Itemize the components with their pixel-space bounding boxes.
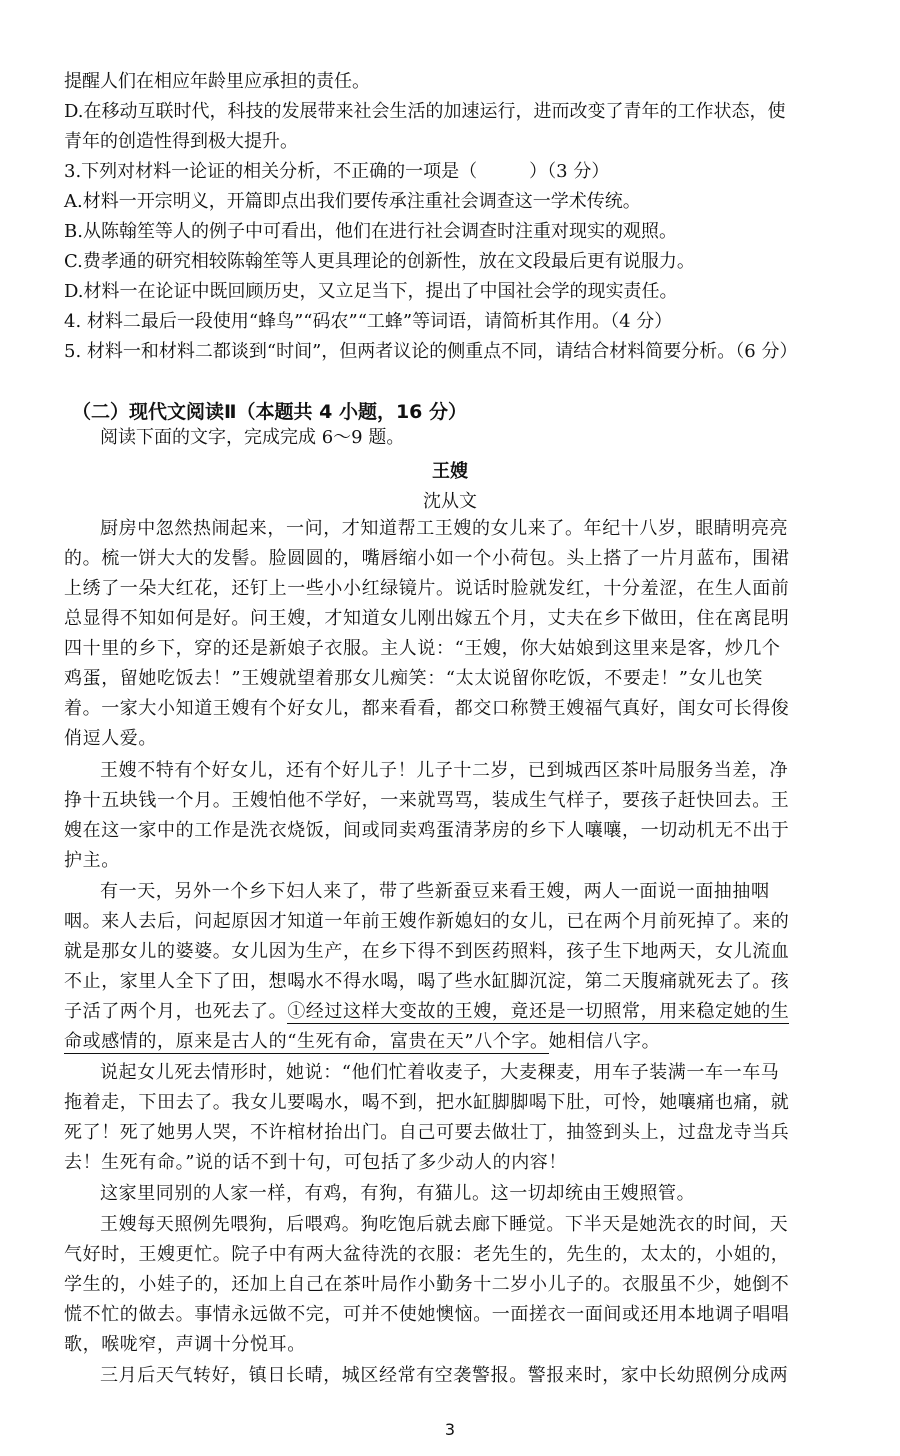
paragraph-line: 厨房中忽然热闹起来，一问，才知道帮工王嫂的女儿来了。年纪十八岁，眼睛明亮亮 <box>100 518 789 539</box>
paragraph-line: 着。一家大小知道王嫂有个好女儿，都来看看，都交口称赞王嫂福气真好，闺女可长得俊 <box>64 698 790 719</box>
article-title: 王嫂 <box>432 461 468 482</box>
paragraph-line: 总显得不知如何是好。问王嫂，才知道女儿刚出嫁五个月，丈夫在乡下做田，住在离昆明 <box>64 608 790 629</box>
question-3-option-a: A.材料一开宗明义，开篇即点出我们要传承注重社会调查这一学术传统。 <box>64 191 641 212</box>
article-author: 沈从文 <box>423 491 477 512</box>
paragraph-line: 俏逗人爱。 <box>64 728 157 749</box>
plain-text: 子活了两个月，也死去了。 <box>64 1001 288 1022</box>
section-instruction: 阅读下面的文字，完成完成 6～9 题。 <box>100 427 405 448</box>
paragraph-line: 护主。 <box>64 850 120 871</box>
paragraph-line <box>64 1030 660 1054</box>
paragraph-line: 嫂在这一家中的工作是洗衣烧饭，间或同卖鸡蛋清茅房的乡下人嚷嚷，一切动机无不出于 <box>64 820 790 841</box>
paragraph-line: 慌不忙的做去。事情永远做不完，可并不使她懊恼。一面搓衣一面间或还用本地调子唱唱 <box>64 1304 790 1325</box>
paragraph-line: 王嫂不特有个好女儿，还有个好儿子！儿子十二岁，已到城西区茶叶局服务当差，净 <box>100 760 789 781</box>
paragraph-line: 气好时，王嫂更忙。院子中有两大盆待洗的衣服：老先生的，先生的，太太的，小姐的， <box>64 1244 790 1265</box>
underlined-sentence-1-cont: 命或感情的，原来是古人的“生死有命，富贵在天”八个字。 <box>64 1031 549 1052</box>
paragraph-line: 说起女儿死去情形时，她说：“他们忙着收麦子，大麦稞麦，用车子装满一车一车马 <box>100 1062 780 1083</box>
paragraph-line: 学生的，小娃子的，还加上自己在茶叶局作小勤务十二岁小儿子的。衣服虽不少，她倒不 <box>64 1274 790 1295</box>
section-title: （二）现代文阅读Ⅱ（本题共 4 小题，16 分） <box>72 401 468 423</box>
paragraph-line: 的。梳一饼大大的发髻。脸圆圆的，嘴唇缩小如一个小荷包。头上搭了一片月蓝布，围裙 <box>64 548 790 569</box>
paragraph-line: 歌，喉咙窄，声调十分悦耳。 <box>64 1334 306 1355</box>
paragraph-line: 死了！死了她男人哭，不许棺材抬出门。自己可要去做壮丁，抽签到头上，过盘龙寺当兵 <box>64 1122 790 1143</box>
paragraph-line: 三月后天气转好，镇日长晴，城区经常有空袭警报。警报来时，家中长幼照例分成两 <box>100 1365 789 1386</box>
question-3-option-b: B.从陈翰笙等人的例子中可看出，他们在进行社会调查时注重对现实的观照。 <box>64 221 677 242</box>
option-d-text: D.在移动互联时代，科技的发展带来社会生活的加速运行，进而改变了青年的工作状态，使 <box>64 101 786 122</box>
underlined-sentence-1: ①经过这样大变故的王嫂，竟还是一切照常，用来稳定她的生 <box>287 1001 790 1022</box>
paragraph-line: 去！生死有命。”说的话不到十句，可包括了多少动人的内容！ <box>64 1152 567 1173</box>
paragraph-line: 挣十五块钱一个月。王嫂怕他不学好，一来就骂骂，装成生气样子，要孩子赶快回去。王 <box>64 790 790 811</box>
paragraph-line: 鸡蛋，留她吃饭去！”王嫂就望着那女儿痴笑：“太太说留你吃饭，不要走！”女儿也笑 <box>64 668 764 689</box>
page-number: 3 <box>444 1420 456 1439</box>
question-4: 4. 材料二最后一段使用“蜂鸟”“码农”“工蜂”等词语，请简析其作用。（4 分） <box>64 311 673 332</box>
paragraph-line: 王嫂每天照例先喂狗，后喂鸡。狗吃饱后就去廊下睡觉。下半天是她洗衣的时间，天 <box>100 1214 789 1235</box>
paragraph-line: 不止，家里人全下了田，想喝水不得水喝，喝了些水缸脚沉淀，第二天腹痛就死去了。孩 <box>64 971 790 992</box>
paragraph-line: 咽。来人去后，问起原因才知道一年前王嫂作新媳妇的女儿，已在两个月前死掉了。来的 <box>64 911 790 932</box>
question-3-option-c: C.费孝通的研究相较陈翰笙等人更具理论的创新性，放在文段最后更有说服力。 <box>64 251 695 272</box>
text-line: 青年的创造性得到极大提升。 <box>64 131 298 152</box>
paragraph-line: 这家里同别的人家一样，有鸡，有狗，有猫儿。这一切却统由王嫂照管。 <box>100 1183 696 1204</box>
paragraph-line: 拖着走，下田去了。我女儿要喝水，喝不到，把水缸脚脚喝下肚，可怜，她嚷痛也痛，就 <box>64 1092 790 1113</box>
paragraph-line: 有一天，另外一个乡下妇人来了，带了些新蚕豆来看王嫂，两人一面说一面抽抽咽 <box>100 881 770 902</box>
text-line: 提醒人们在相应年龄里应承担的责任。 <box>64 71 370 92</box>
paragraph-line: 四十里的乡下，穿的还是新娘子衣服。主人说：“王嫂，你大姑娘到这里来是客，炒几个 <box>64 638 781 659</box>
paragraph-line <box>64 1000 789 1024</box>
paragraph-line: 就是那女儿的婆婆。女儿因为生产，在乡下得不到医药照料，孩子生下地两天，女儿流血 <box>64 941 790 962</box>
plain-text: 她相信八字。 <box>548 1031 661 1052</box>
question-3-option-d: D.材料一在论证中既回顾历史，又立足当下，提出了中国社会学的现实责任。 <box>64 281 678 302</box>
question-5: 5. 材料一和材料二都谈到“时间”，但两者议论的侧重点不同，请结合材料简要分析。（6 分） <box>64 341 798 362</box>
question-3-stem <box>64 160 609 184</box>
paragraph-line: 上绣了一朵大红花，还钉上一些小小红绿镜片。说话时脸就发红，十分羞涩，在生人面前 <box>64 578 790 599</box>
question-3-stem-a: 3.下列对材料一论证的相关分析，不正确的一项是（ <box>64 161 478 182</box>
question-3-stem-b: ）（3 分） <box>529 161 610 182</box>
